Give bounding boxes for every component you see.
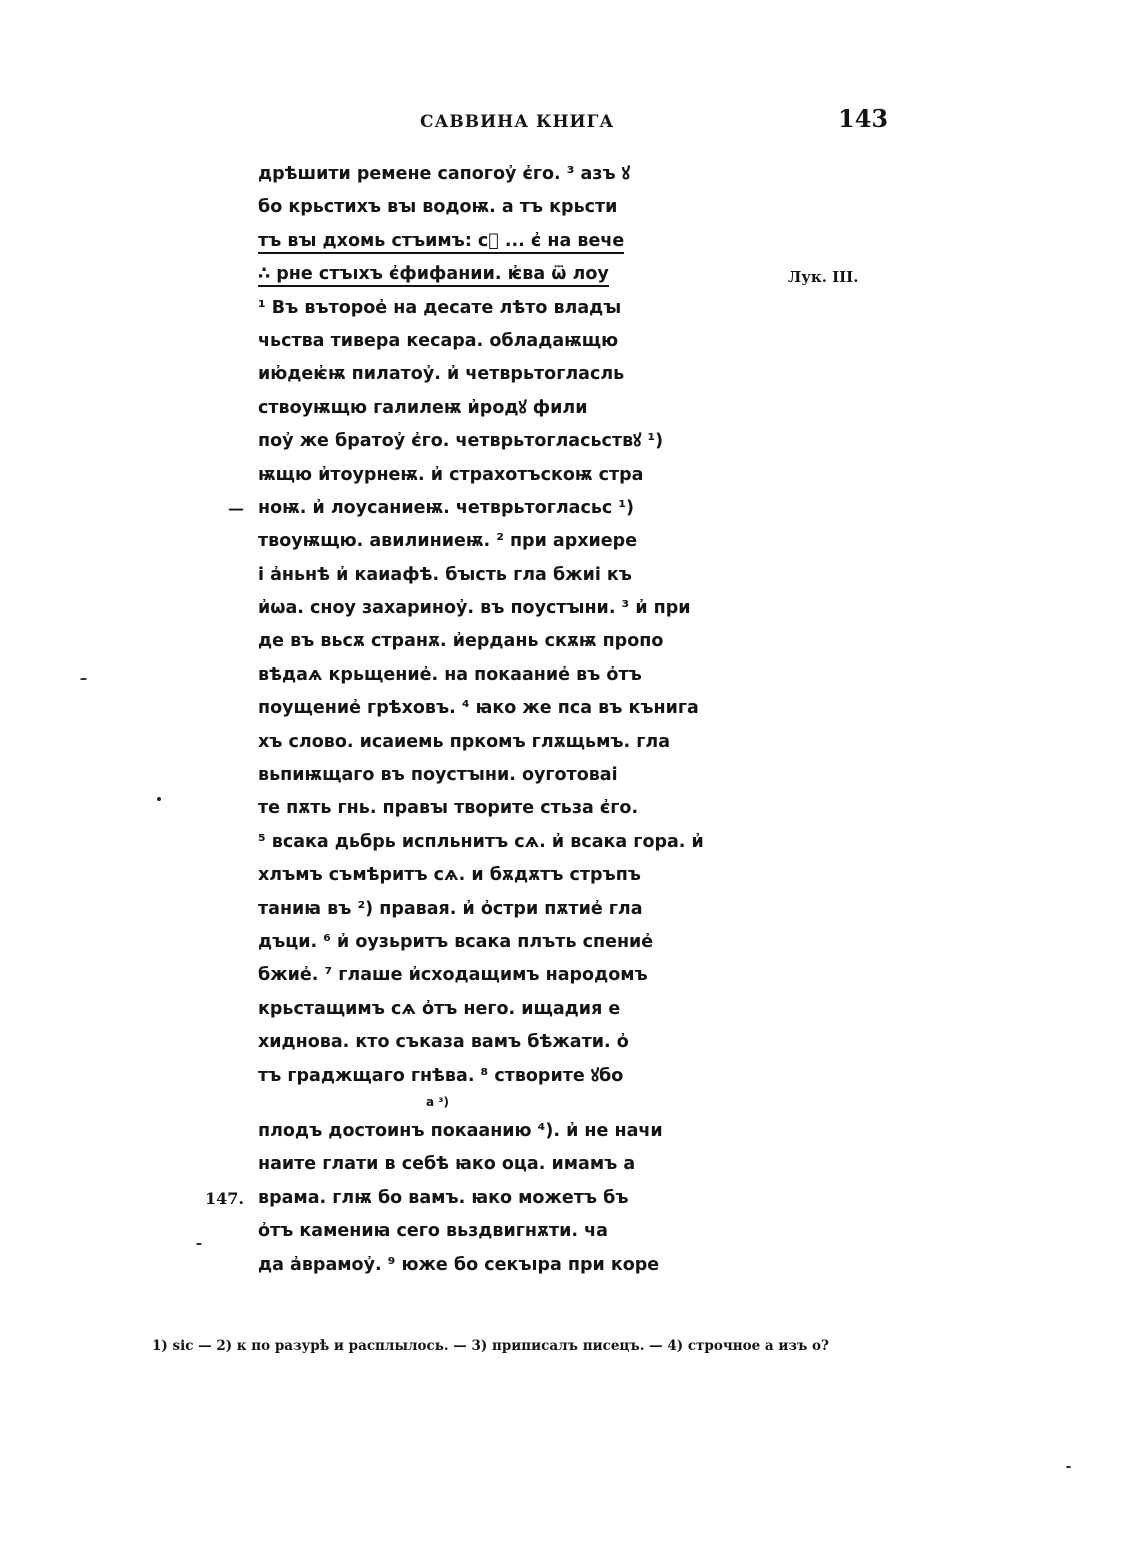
scan-speck	[196, 1243, 202, 1245]
text-line-24: дъци. ⁶ и҆ оузьритъ всака плъть спение҆	[258, 931, 654, 952]
side-note: Лук. III.	[788, 268, 859, 286]
text-line-1: дрѣшити ремене сапогоу҆ є҆го. ³ азъ ꙋ	[258, 164, 630, 184]
text-line-17: поущение҆ грѣховъ. ⁴ ꙗко же пса въ кънига	[258, 698, 699, 719]
text-line-10: ѭщю и҆тоурнеѭ. и҆ страхотъскоѭ стра	[258, 464, 644, 485]
text-line-6: чьства тивера кесара. обладаѭщю	[258, 330, 619, 351]
text-line-22: хлъмъ съмѣритъ сѧ. и бѫдѫтъ стръпъ	[258, 865, 641, 886]
text-line-9: поу҆ же братоу҆ є҆го. четврьтогласьствꙋ ¹)	[258, 431, 664, 452]
text-line-14: и҆ѡа. сноу захариноу҆. въ поустꙑни. ³ и҆ при	[258, 598, 691, 619]
text-line-3: тъ вꙑ дхомь стъимъ: сⷪ ... є҆ на вече	[258, 225, 748, 258]
text-line-2: бо крьстихъ вꙑ водоѭ. а тъ крьсти	[258, 197, 618, 218]
text-line-13: і а҆ньнѣ и҆ каиафѣ. бꙑсть гла бжиі къ	[258, 564, 632, 585]
text-line-26: крьстащимъ сѧ о҆тъ него. ищадия е	[258, 998, 621, 1019]
text-line-25: бжие҆. ⁷ глаше и҆сходащимъ народомъ	[258, 965, 648, 986]
text-line-5: ¹ Въ въторое҆ на десате лѣто владꙑ	[258, 297, 622, 318]
text-line-31: 147. врама. глѭ бо вамъ. ꙗко можетъ бъ	[258, 1182, 748, 1215]
text-line-30: наите глати в себѣ ꙗко оца. имамъ а	[258, 1154, 636, 1175]
footnotes: 1) sic — 2) к по разурѣ и расплылось. — 3) приписалъ писецъ. — 4) строчное а изъ о?	[152, 1338, 829, 1354]
text-line-28: тъ граджщаго гнѣва. ⁸ створите ꙋбо	[258, 1065, 624, 1086]
margin-line-number: 147.	[205, 1188, 244, 1208]
scan-speck	[157, 797, 161, 801]
text-line-8: ствоуѭщю галилеѭ и҆родꙋ фили	[258, 397, 588, 418]
margin-dash-mark: —	[228, 498, 244, 518]
text-line-15: де въ вьсѫ странѫ. и҆ердань скѫѭ пропо	[258, 631, 664, 652]
main-text-block	[205, 158, 748, 1282]
interlinear-note: а ³)	[426, 1094, 450, 1109]
text-line-12: твоуѭщю. авилиниеѭ. ² при архиере	[258, 531, 638, 552]
text-line-23: таниꙗ въ ²) правая. и҆ о҆стри пѫтие҆ гла	[258, 898, 643, 919]
text-line-4: ∴ рне стъıхъ є҆фифании. ѥ҆ва ѿ лоу	[258, 258, 748, 291]
text-line-11: — ноѭ. и҆ лоусаниеѭ. четврьтогласьс ¹)	[258, 492, 748, 525]
running-head: САВВИНА КНИГА	[420, 112, 615, 132]
text-line-20: те пѫть гнь. правꙑ творите стьза є҆го.	[258, 798, 639, 819]
scan-speck	[1066, 1466, 1071, 1468]
text-line-19: вьпиѭщаго въ поустꙑни. оуготоваі	[258, 765, 618, 786]
text-line-33: да а҆врамоу҆. ⁹ юже бо секъıра при коре	[258, 1254, 660, 1275]
text-line-18: хъ слово. исаиемь пркомъ глѫщьмъ. гла	[258, 731, 671, 752]
page-number: 143	[838, 104, 889, 133]
text-line-21: ⁵ всака дьбрь испльнитъ сѧ. и҆ всака гора. и҆	[258, 831, 704, 852]
text-line-7: ию҆деѥ҆ѭ пилатоу҆. и҆ четврьтогласль	[258, 364, 625, 385]
scan-speck	[80, 678, 87, 680]
text-line-29: плодъ достоинъ покаанию ⁴). и҆ не начи	[258, 1120, 663, 1141]
text-line-16: вѣдаѧ крьщение҆. на покаание҆ въ о҆тъ	[258, 664, 642, 685]
text-line-27: хиднова. кто съказа вамъ бѣжати. о҆	[258, 1032, 629, 1053]
text-line-32: о҆тъ камениꙗ сего вьздвигнѫти. ча	[258, 1221, 608, 1242]
